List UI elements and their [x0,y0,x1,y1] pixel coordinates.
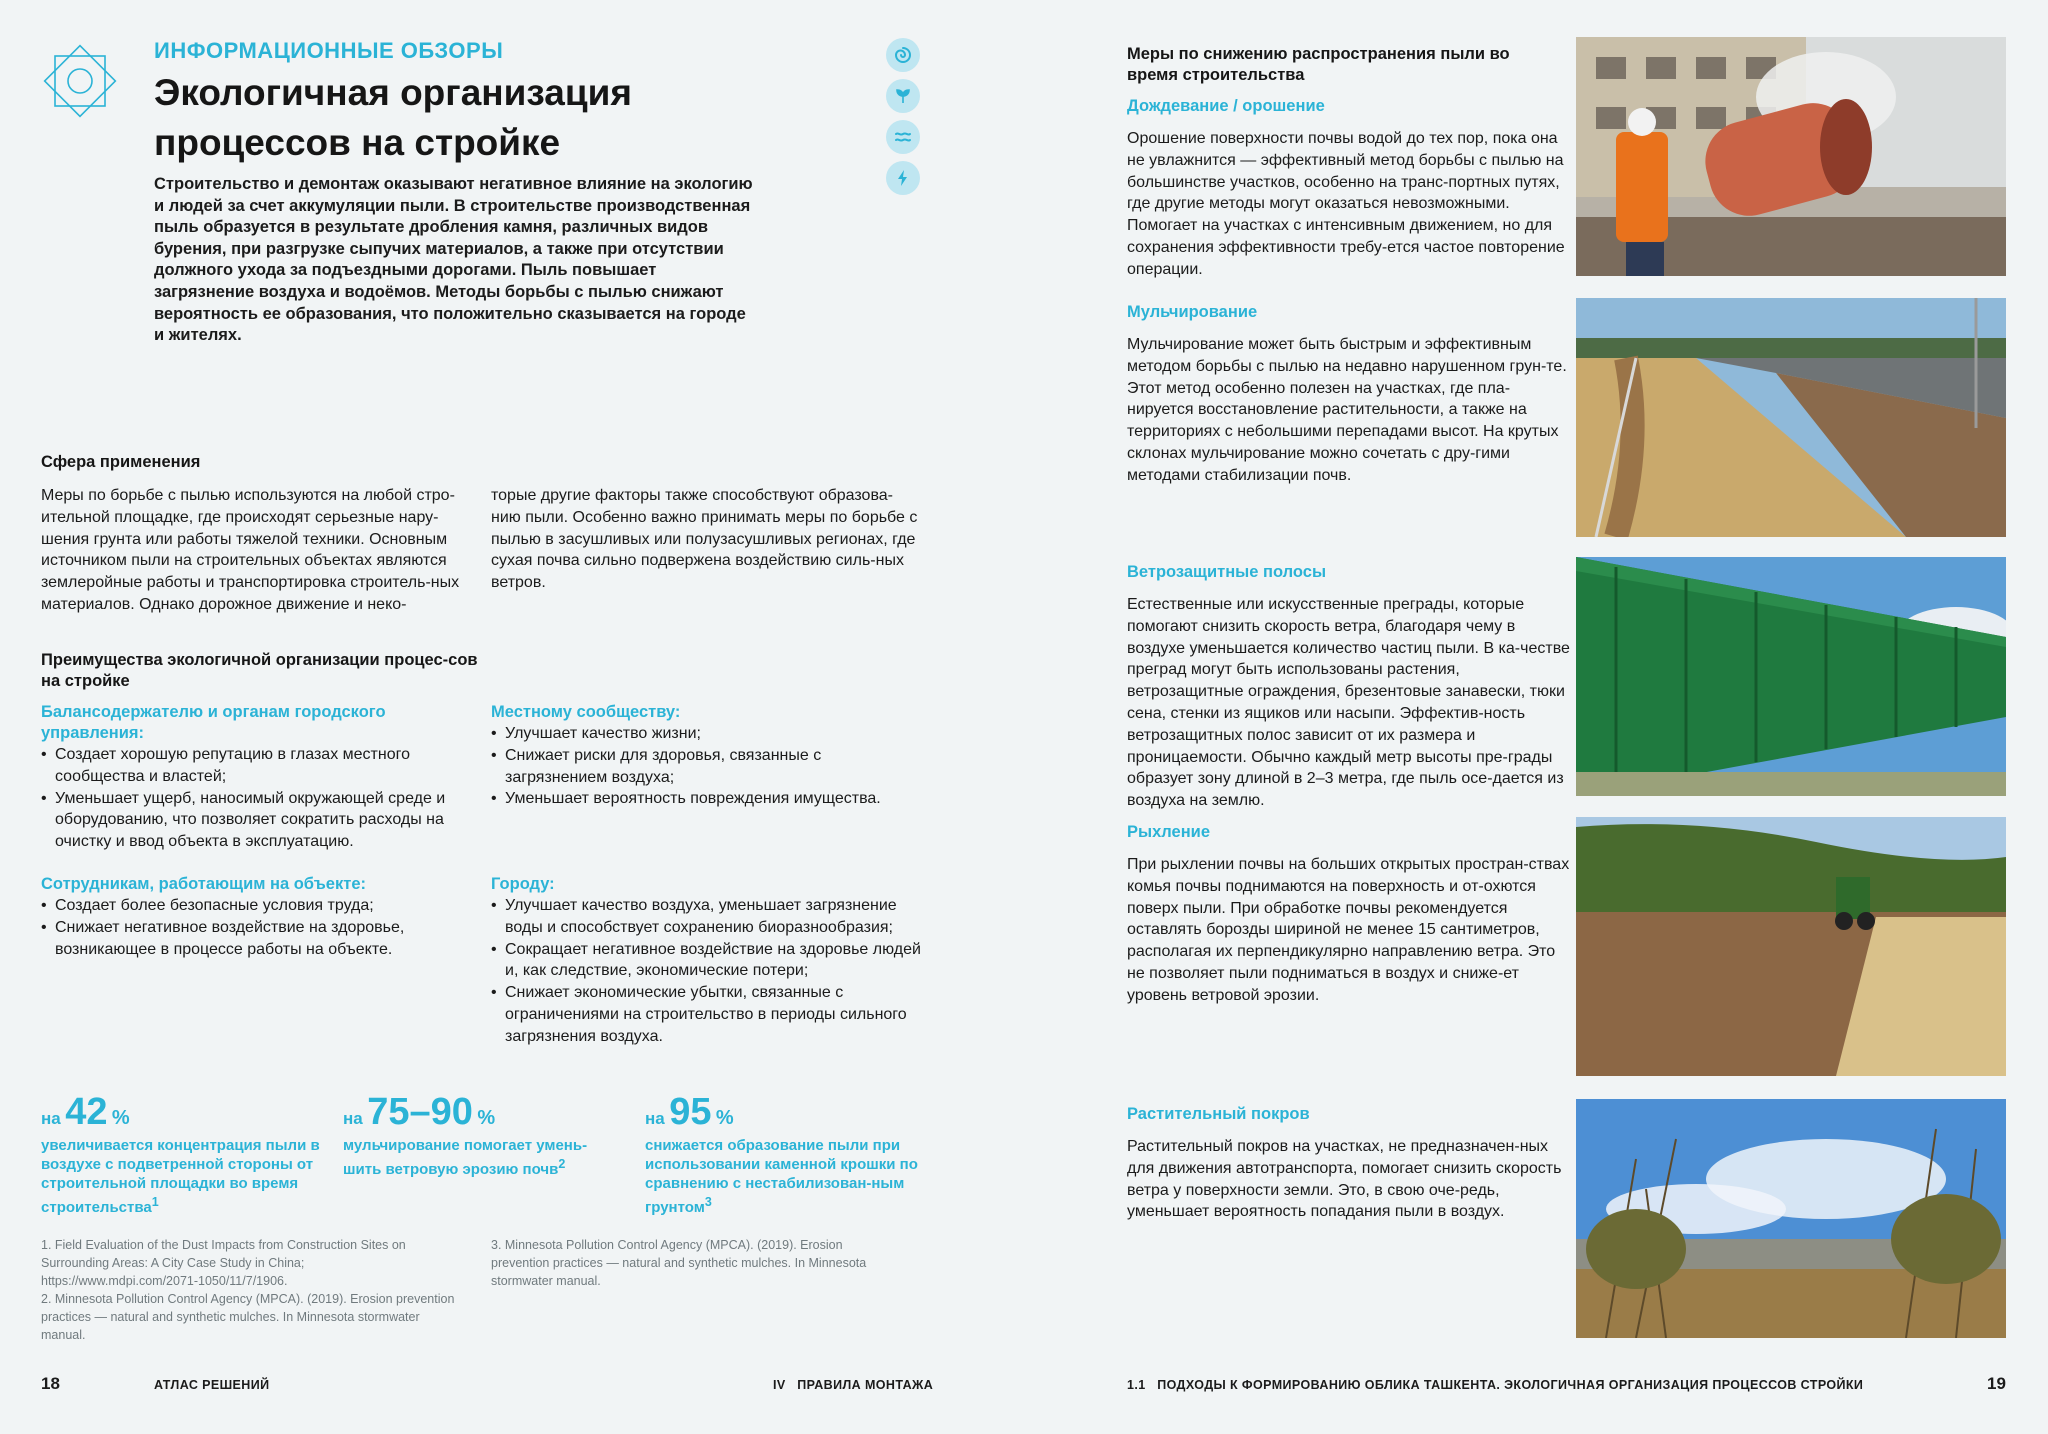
page-number-left: 18 [41,1374,60,1393]
benefit-group-title: Местному сообществу: [491,703,681,721]
swirl-icon [886,38,920,72]
stat-value: 95 [669,1091,712,1133]
footer-section-left: IV ПРАВИЛА МОНТАЖА [773,1378,934,1392]
section-text-windbreaks: Естественные или искусственные преграды, которые помогают снизить скорость ветра, благодаря чему в воздухе уменьшается количество частиц пыли. В ка-честве преград могут быть использованы растения, ветрозащитные ограждения, брезентовые занавески, тюки сена, стенки из ящиков или насыпи. Эффектив-ность ветрозащитных полос зависит от их размера и проницаемости. Обычно каждый метр высоты пре-грады образует зону длиной в 2–3 метра, где пыль осе-дается из воздуха на землю. [1127,596,1570,810]
stat-value: 75–90 [367,1091,473,1133]
footnote: 2. Minnesota Pollution Control Agency (MPCA). (2019). Erosion prevention practices — natural and synthetic mulches. In Minnesota stormwater manual. [41,1292,455,1342]
benefit-group-owners [41,702,471,853]
stat-caption: мульчирование помогает умень-шить ветровую эрозию почв [343,1137,588,1178]
photo-dust-cannon [1576,37,2006,276]
lead-paragraph: Строительство и демонтаж оказывают негативное влияние на экологию и людей за счет аккумуляции пыли. В строительстве производственная пыль образуется в результате дробления камня, различных видов бурения, при разгрузке сыпучих материалов, а также при отсутствии должного ухода за подъездными дорогами. Пыль повышает загрязнение воздуха и водоёмов. Методы борьбы с пылью снижают вероятность ее образования, что положительно сказывается на городе и жителях. [154,175,753,345]
leaf-icon [886,79,920,113]
scope-text-col1: Меры по борьбе с пылью используются на любой стро-ительной площадке, где происходят серьезные нару-шения грунта или работы тяжелой техники. Основным источником пыли на строительных объектах являются землеройные работы и транспортировка строитель-ных материалов. Однако дорожное движение и неко- [41,487,460,613]
section-text-vegetation: Растительный покров на участках, не предназначен-ных для движения автотранспорта, помогает снизить скорость ветра у поверхности земли. Это, в свою оче-редь, уменьшает вероятность попадания пыли в воздух. [1127,1138,1562,1221]
benefit-group-title: Сотрудникам, работающим на объекте: [41,875,366,893]
measures-heading: Меры по снижению распространения пыли во время строительства [1127,45,1510,84]
benefits-heading: Преимущества экологичной организации процес-сов на стройке [41,651,478,690]
list-item: • Снижает риски для здоровья, связанные с загрязнением воздуха; [491,745,921,789]
benefit-group-title: Городу: [491,875,555,893]
benefit-group-workers [41,874,471,960]
list-item: • Уменьшает ущерб, наносимый окружающей среде и оборудованию, что позволяет сократить расходы на очистку и ввод объекта в эксплуатацию. [41,788,471,853]
benefit-group-community [491,702,921,810]
stat-stone-chips: на 95 % снижается образование пыли при использовании каменной крошки по сравнению с нестабилизован-ным грунтом$^3$ [645,1091,918,1216]
section-title-tillage: Рыхление [1127,823,1210,841]
section-kicker: ИНФОРМАЦИОННЫЕ ОБЗОРЫ [154,38,504,63]
benefit-list [41,895,471,960]
list-item: • Сокращает негативное воздействие на здоровье людей и, как следствие, экономические потери; [491,939,921,983]
page-number-right: 19 [1987,1374,2006,1393]
scope-heading: Сфера применения [41,453,201,471]
section-text-tillage: При рыхлении почвы на больших открытых простран-ствах комья почвы поднимаются на поверхность и от-охются поверх пыли. При обработке почвы рекомендуется оставлять борозды шириной не менее 15 сантиметров, располагая их перпендикулярно направлению ветра. Это не позволяет пыли подниматься в воздух и сниже-ет уровень ветровой эрозии. [1127,856,1570,1004]
list-item: • Улучшает качество жизни; [491,723,921,745]
list-item: • Снижает негативное воздействие на здоровье, возникающее в процессе работы на объекте. [41,917,471,961]
page-title: Экологичная организация процессов на стройке [154,72,632,163]
right-page [1024,0,2048,1434]
stat-caption: снижается образование пыли при использовании каменной крошки по сравнению с нестабилизован-ным грунтом [645,1137,918,1216]
waves-icon [886,120,920,154]
section-text-mulching: Мульчирование может быть быстрым и эффективным методом борьбы с пылью на недавно нарушенном грун-те. Этот метод особенно полезен на участках, где пла-нируется восстановление растительности, а также на территориях с небольшими перепадами высот. На крутых склонах мульчирование можно сочетать с дру-гими методами стабилизации почв. [1127,336,1567,484]
footer-section-right: 1.1 ПОДХОДЫ К ФОРМИРОВАНИЮ ОБЛИКА ТАШКЕНТА. ЭКОЛОГИЧНАЯ ОРГАНИЗАЦИЯ ПРОЦЕССОВ СТРОЙКИ [1127,1378,1864,1392]
stat-caption: увеличивается концентрация пыли в воздухе с подветренной стороны от строительной площадки во время строительства [41,1137,320,1216]
section-title-vegetation: Растительный покров [1127,1105,1310,1123]
section-title-windbreaks: Ветрозащитные полосы [1127,563,1327,581]
footnotes-col2 [491,1236,891,1290]
stat-dust-concentration: на 42 % увеличивается концентрация пыли в воздухе с подветренной стороны от строительной площадки во время строительства$^1$ [41,1091,320,1216]
section-text-irrigation: Орошение поверхности почвы водой до тех пор, пока она не увлажнится — эффективный метод борьбы с пылью на большинстве участков, особенно на транс-портных путях, где другие методы могут оказаться невозможными. Помогает на участках с интенсивным движением, но для сохранения эффективности требу-ется частое повторение операции. [1127,130,1565,278]
list-item: • Уменьшает вероятность повреждения имущества. [491,788,921,810]
benefit-group-city [491,874,921,1048]
list-item: • Улучшает качество воздуха, уменьшает загрязнение воды и способствует сохранению биоразнообразия; [491,895,921,939]
footer-atlas: АТЛАС РЕШЕНИЙ [154,1378,270,1392]
photo-mulching [1576,298,2006,537]
footnote: 3. Minnesota Pollution Control Agency (MPCA). (2019). Erosion prevention practices — natural and synthetic mulches. In Minnesota stormwater manual. [491,1238,867,1288]
benefit-group-title: Балансодержателю и органам городского управления: [41,703,386,742]
octagram-emblem-icon [36,38,124,124]
footnote: 1. Field Evaluation of the Dust Impacts from Construction Sites on Surrounding Areas: A City Case Study in China; https://www.mdpi.com/2071-1050/11/7/1906. [41,1238,406,1288]
photo-tillage [1576,817,2006,1076]
stat-value: 42 [65,1091,108,1133]
theme-icons [886,38,920,202]
list-item: • Снижает экономические убытки, связанные с ограничениями на строительство в периоды сильного загрязнения воздуха. [491,982,921,1047]
benefit-list [491,723,921,810]
lightning-icon [886,161,920,195]
footnotes-col1 [41,1236,461,1344]
list-item: • Создает более безопасные условия труда; [41,895,471,917]
section-title-mulching: Мульчирование [1127,303,1258,321]
benefit-list [491,895,921,1048]
section-title-irrigation: Дождевание / орошение [1127,97,1325,115]
scope-text-col2: торые другие факторы также способствуют образова-нию пыли. Особенно важно принимать меры по борьбе с пылью в засушливых или полузасушливых регионах, где сухая почва сильно подвержена воздействию силь-ных ветров. [491,487,918,592]
benefit-list [41,744,471,853]
photo-windbreak [1576,557,2006,796]
stat-mulching: на 75–90 % мульчирование помогает умень-шить ветровую эрозию почв$^2$ [343,1091,588,1178]
photo-vegetation [1576,1099,2006,1338]
list-item: • Создает хорошую репутацию в глазах местного сообщества и властей; [41,744,471,788]
